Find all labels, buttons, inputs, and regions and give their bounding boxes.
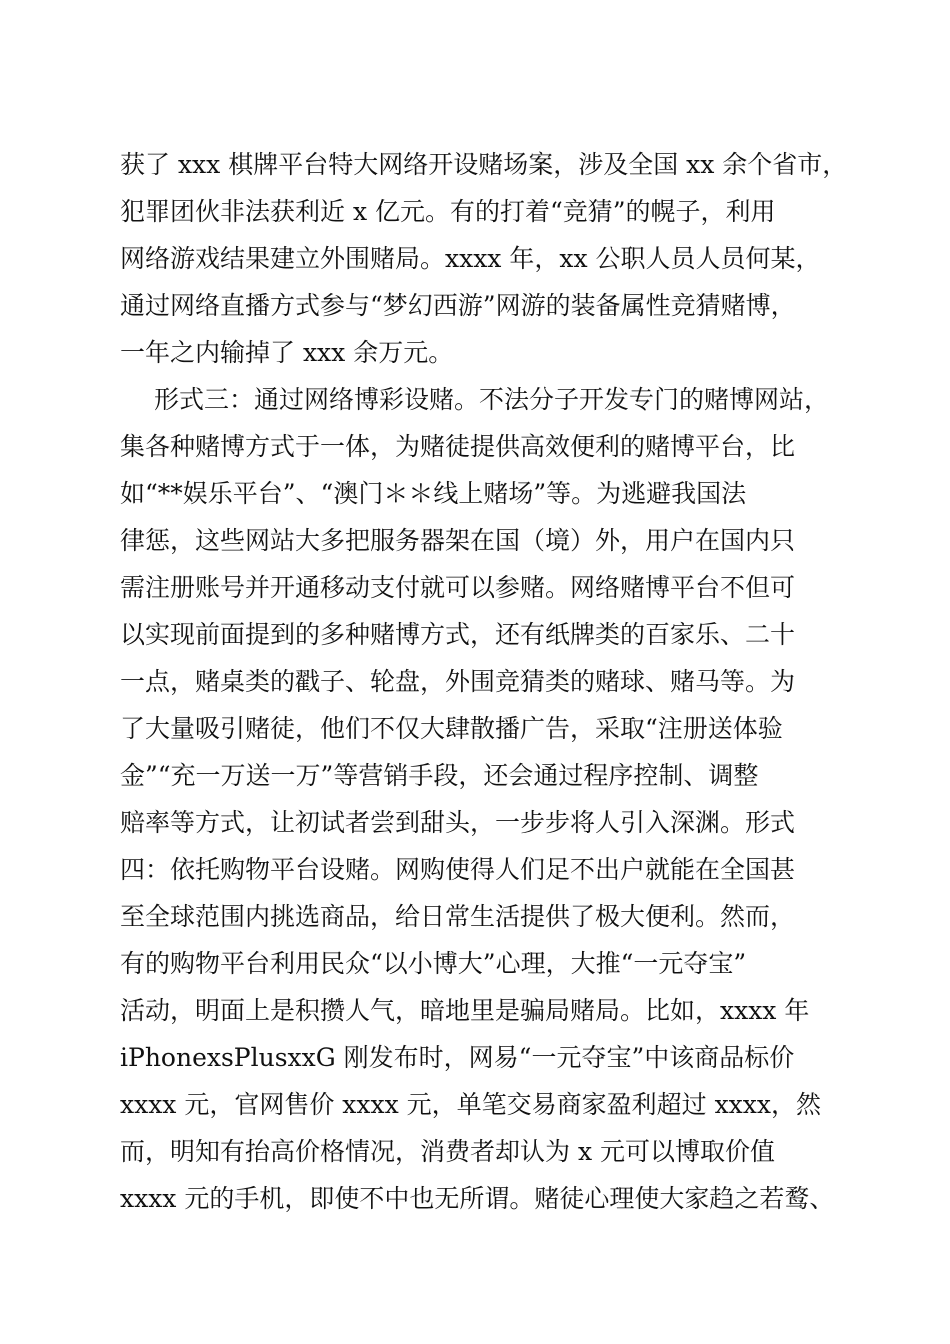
text-line: 通过网络直播方式参与“梦幻西游”网游的装备属性竞猜赌博， bbox=[120, 291, 796, 320]
text-line: 一点，赌桌类的戳子、轮盘，外围竞猜类的赌球、赌马等。为 bbox=[120, 667, 796, 696]
text-line: 一年之内输掉了 xxx 余万元。 bbox=[120, 338, 454, 367]
body-text bbox=[120, 141, 848, 1222]
text-line: 赔率等方式，让初试者尝到甜头，一步步将人引入深渊。形式 bbox=[120, 808, 796, 837]
text-line: xxxx 元的手机，即使不中也无所谓。赌徒心理使大家趋之若鹜、 bbox=[120, 1184, 835, 1213]
text-line: 活动，明面上是积攒人气，暗地里是骗局赌局。比如，xxxx 年 bbox=[120, 996, 810, 1025]
text-line: 了大量吸引赌徒，他们不仅大肆散播广告，采取“注册送体验 bbox=[120, 714, 783, 743]
text-line: 律惩，这些网站大多把服务器架在国（境）外，用户在国内只 bbox=[120, 526, 796, 555]
text-line: 而，明知有抬高价格情况，消费者却认为 x 元可以博取价值 bbox=[120, 1137, 775, 1166]
text-line: 金”“充一万送一万”等营销手段，还会通过程序控制、调整 bbox=[120, 761, 759, 790]
text-line: 以实现前面提到的多种赌博方式，还有纸牌类的百家乐、二十 bbox=[120, 620, 796, 649]
text-line: 有的购物平台利用民众“以小博大”心理，大推“一元夺宝” bbox=[120, 949, 747, 978]
text-line: 至全球范围内挑选商品，给日常生活提供了极大便利。然而， bbox=[120, 902, 796, 931]
paragraph-start-line: 形式三：通过网络博彩设赌。不法分子开发专门的赌博网站， bbox=[154, 385, 830, 414]
text-line: xxxx 元，官网售价 xxxx 元，单笔交易商家盈利超过 xxxx，然 bbox=[120, 1090, 821, 1119]
text-line: iPhonexsPlusxxG 刚发布时，网易“一元夺宝”中该商品标价 bbox=[120, 1043, 795, 1072]
text-line: 需注册账号并开通移动支付就可以参赌。网络赌博平台不但可 bbox=[120, 573, 796, 602]
text-line: 四：依托购物平台设赌。网购使得人们足不出户就能在全国甚 bbox=[120, 855, 796, 884]
text-line: 如“**娱乐平台”、“澳门＊＊线上赌场”等。为逃避我国法 bbox=[120, 479, 747, 508]
text-line: 获了 xxx 棋牌平台特大网络开设赌场案，涉及全国 xx 余个省市， bbox=[120, 150, 848, 179]
text-line: 犯罪团伙非法获利近 x 亿元。有的打着“竞猜”的幌子，利用 bbox=[120, 197, 776, 226]
text-line: 网络游戏结果建立外围赌局。xxxx 年，xx 公职人员人员何某， bbox=[120, 244, 821, 273]
text-line: 集各种赌博方式于一体，为赌徒提供高效便利的赌博平台，比 bbox=[120, 432, 796, 461]
